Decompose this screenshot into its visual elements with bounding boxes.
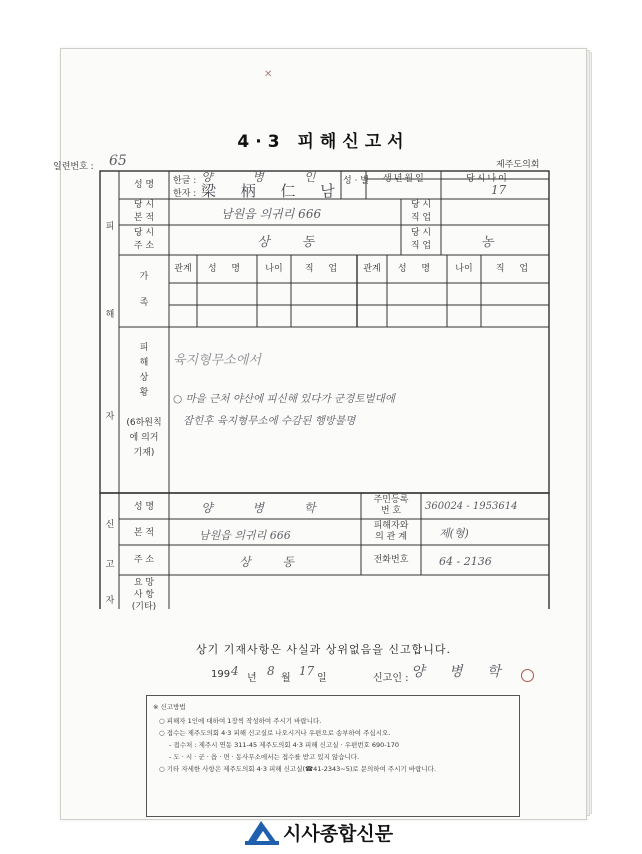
reporter-name-label: 성 명 <box>133 502 155 512</box>
victim-origin-label: 당 시 본 적 <box>133 200 155 223</box>
notice-heading: ※ 신고방법 <box>153 703 186 711</box>
victim-job-value: 농 <box>481 235 494 250</box>
form-title: 4·3 피해신고서 <box>237 132 410 152</box>
victim-hangul-value: 양 병 인 <box>201 170 334 184</box>
reporter-relation-value: 제(형) <box>439 527 469 540</box>
declaration-reporter-label: 신고인 : <box>373 673 409 684</box>
notice-box <box>146 695 520 817</box>
news-logo-text: 시사종합신문 <box>283 823 394 845</box>
family-header-name-1: 성 명 <box>207 264 247 274</box>
reporter-address-label: 주 소 <box>133 555 155 565</box>
reporter-section-label-2: 고 <box>105 560 115 570</box>
serial-value: 65 <box>109 153 127 169</box>
seal-stamp <box>521 669 534 682</box>
reporter-origin-value: 남원읍 의귀리 666 <box>199 529 291 542</box>
victim-origin-value: 남원읍 의귀리 666 <box>221 207 322 221</box>
notice-line-1: ○ 피해자 1인에 대하여 1장씩 작성하여 주시기 바랍니다. <box>159 717 322 725</box>
declaration-day-value: 17 <box>299 664 315 678</box>
victim-section-label-1: 피 <box>105 222 115 232</box>
victim-family-label: 가 족 <box>139 272 149 308</box>
declaration-text: 상기 기재사항은 사실과 상위없음을 신고합니다. <box>195 643 451 656</box>
family-header-name-2: 성 명 <box>397 264 437 274</box>
punch-mark: ✕ <box>264 69 273 80</box>
reporter-origin-label: 본 적 <box>133 528 155 538</box>
victim-birth-label: 생년월일 <box>383 174 426 184</box>
declaration-reporter-signature: 양 병 학 <box>411 664 511 680</box>
victim-hanja-value: 梁 柄 仁 남 <box>201 182 345 200</box>
declaration-month-value: 8 <box>267 664 275 678</box>
victim-hangul-label: 한글 : <box>173 176 197 186</box>
family-header-age-1: 나이 <box>265 264 283 274</box>
serial-label: 일련번호 : <box>53 162 94 172</box>
issuer-label: 제주도의회 <box>496 160 540 170</box>
reporter-section-label-1: 신 <box>105 520 115 530</box>
form-grid <box>61 49 586 609</box>
notice-line-3: - 접수처 : 제주시 연동 311-45 제주도의회 4·3 피해 신고실 · 우편번호 690-170 <box>169 741 400 749</box>
victim-name-label: 성 명 <box>133 180 155 190</box>
declaration-month-unit: 월 <box>281 673 291 684</box>
damage-line-2: ○ 마을 근처 야산에 피신해 있다가 군경토벌대에 <box>173 393 395 405</box>
reporter-phone-value: 64 - 2136 <box>439 555 492 568</box>
victim-address-label: 당 시 주 소 <box>133 228 155 251</box>
victim-occupation-label: 당 시 직 업 <box>410 200 432 223</box>
family-header-age-2: 나이 <box>455 264 473 274</box>
victim-section-label-3: 자 <box>105 412 115 422</box>
victim-sex-label: 성 · 별 <box>343 176 369 186</box>
notice-line-2: ○ 접수는 제주도의회 4·3 피해 신고실로 나오시거나 우편으로 송부하여 주십시오. <box>159 729 391 737</box>
declaration-year-value: 4 <box>231 664 239 678</box>
declaration-year-unit: 년 <box>247 673 257 684</box>
report-form-sheet <box>53 48 587 820</box>
victim-job-label: 당 시 직 업 <box>410 228 432 251</box>
family-header-relation-1: 관계 <box>174 264 192 274</box>
reporter-phone-label: 전화번호 <box>373 555 409 565</box>
reporter-id-label: 주민등록 번 호 <box>373 495 409 516</box>
victim-section-label-2: 해 <box>105 310 115 320</box>
reporter-relation-label: 피해자와 의 관 계 <box>373 521 409 542</box>
reporter-section-label-3: 자 <box>105 596 115 606</box>
family-header-job-1: 직 업 <box>304 264 344 274</box>
notice-line-4: - 도 · 시 · 군 · 읍 · 면 · 동사무소에서는 접수를 받고 있지 않습니다. <box>169 753 360 761</box>
reporter-request-label: 요 망 사 항 (기타) <box>131 578 157 612</box>
family-header-job-2: 직 업 <box>495 264 535 274</box>
reporter-id-value: 360024 - 1953614 <box>425 501 518 512</box>
victim-address-value: 상 동 <box>257 235 329 250</box>
declaration-day-unit: 일 <box>317 673 327 684</box>
victim-age-value: 17 <box>491 183 507 197</box>
reporter-name-value: 양 병 학 <box>201 501 334 515</box>
damage-line-3: 잡힌후 육지형무소에 수감된 행방불명 <box>183 415 356 427</box>
victim-age-label: 당시나이 <box>466 174 509 184</box>
reporter-address-value: 상 동 <box>239 555 308 569</box>
damage-label: 피 해 상 황 (6하원칙 에 의거 기재) <box>126 343 162 458</box>
family-header-relation-2: 관계 <box>363 264 381 274</box>
notice-line-5: ○ 기타 자세한 사항은 제주도의회 4·3 피해 신고실(☎41-2343~5)로 문의하여 주시기 바랍니다. <box>159 765 437 773</box>
victim-hanja-label: 한자 : <box>173 189 197 199</box>
damage-line-1: 육지형무소에서 <box>173 353 261 368</box>
news-logo-icon <box>245 819 279 845</box>
declaration-year-prefix: 199 <box>211 669 231 680</box>
